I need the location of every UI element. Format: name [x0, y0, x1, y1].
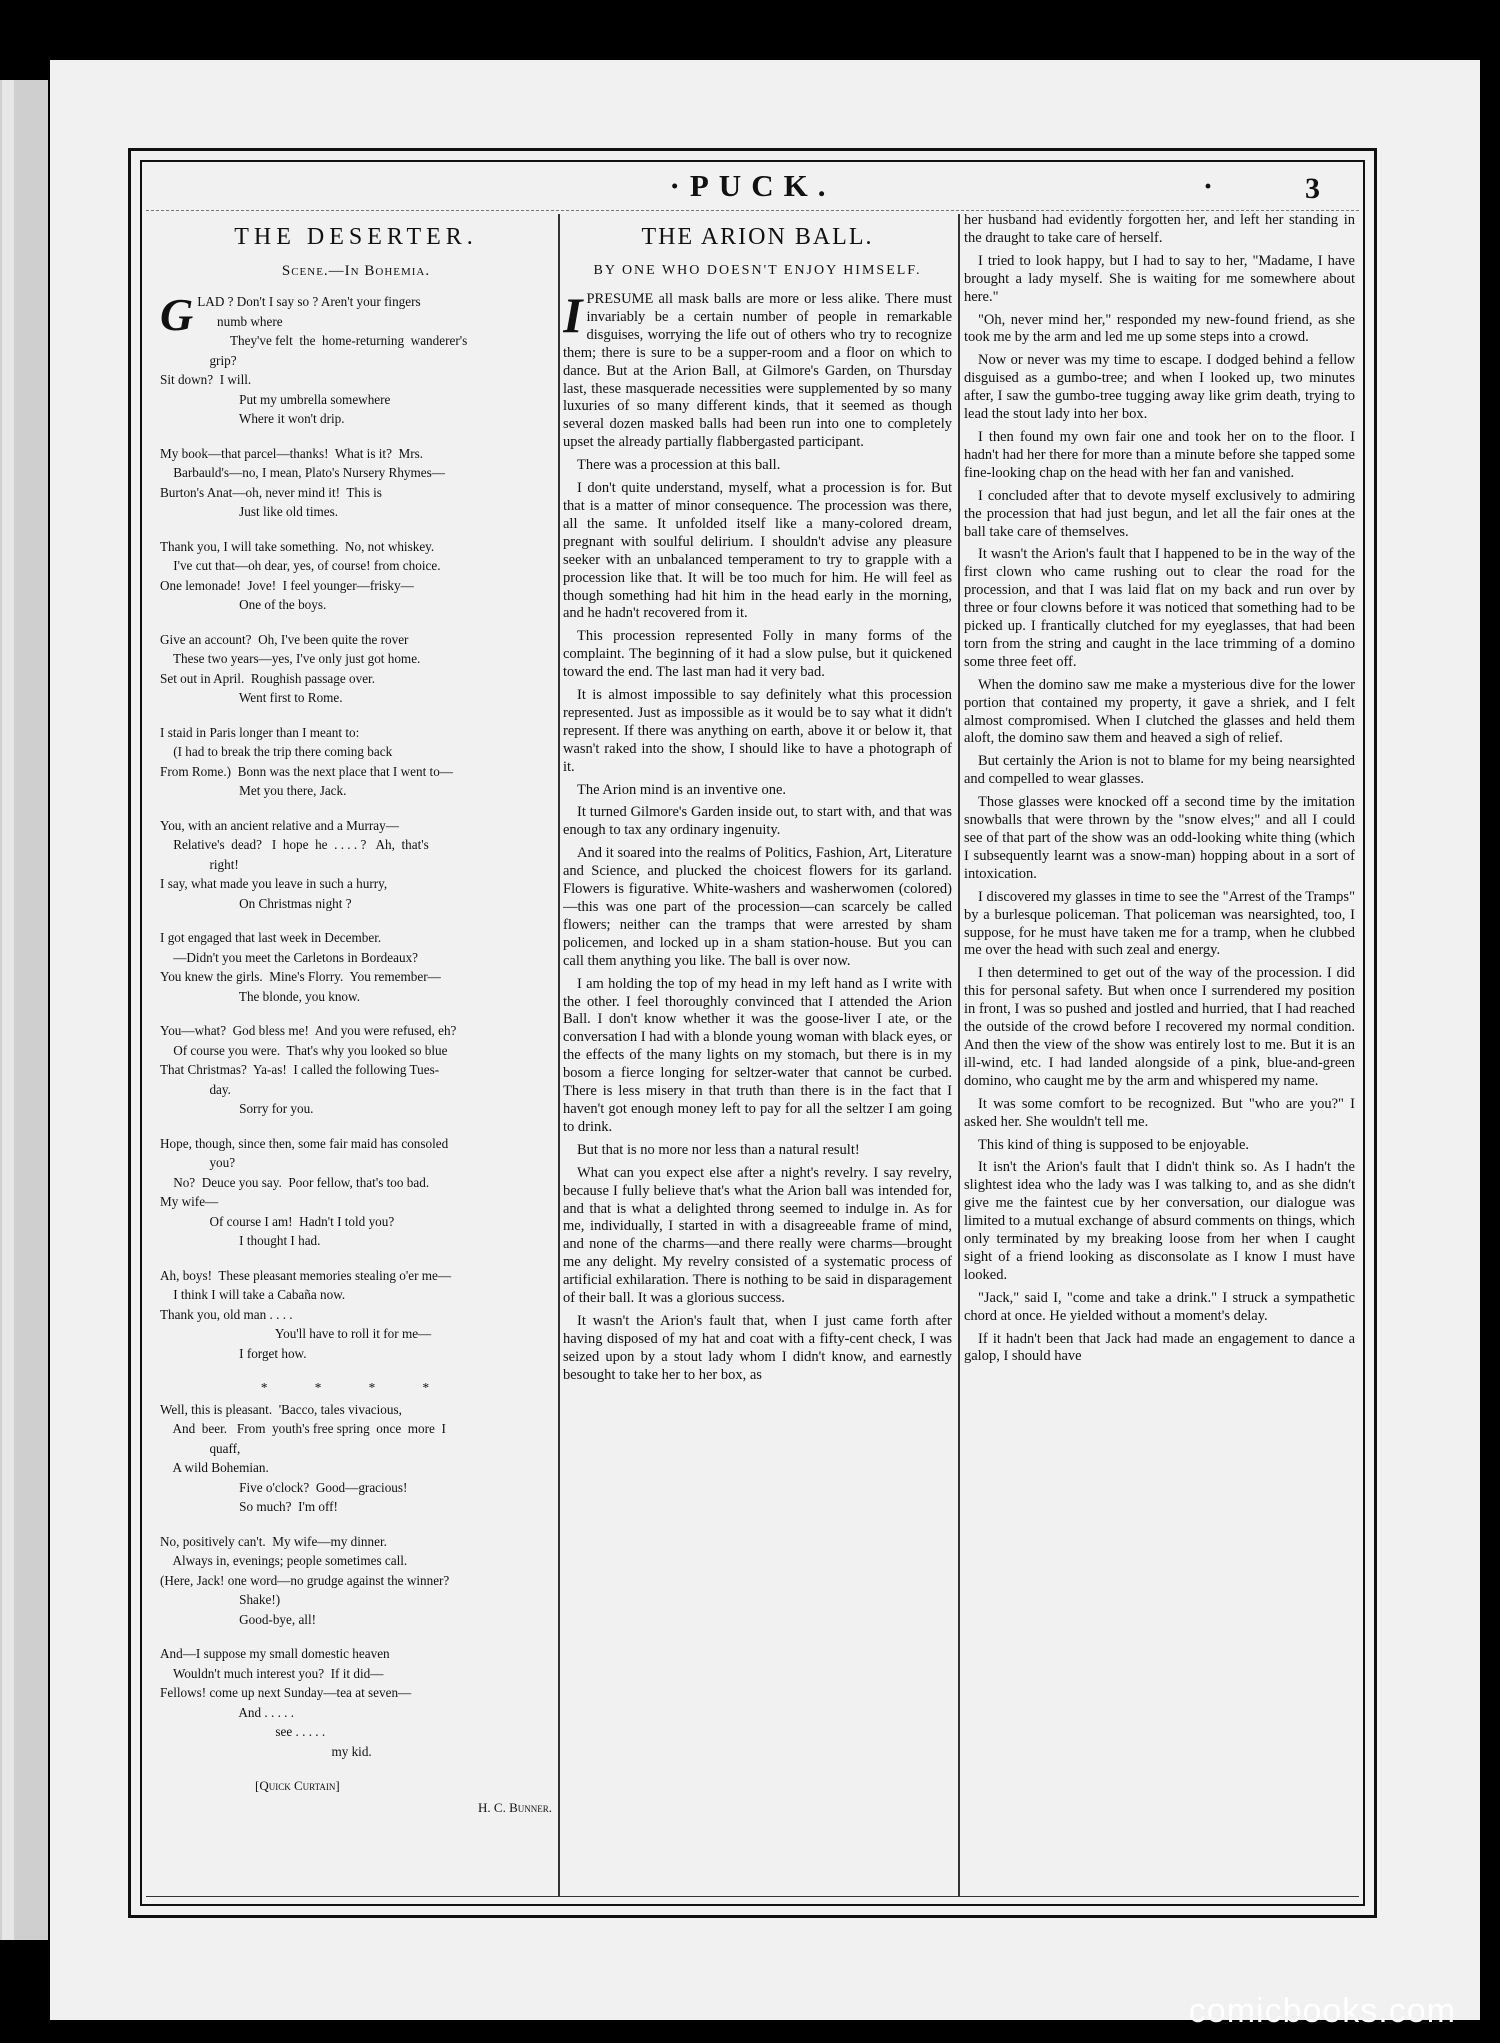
poem-line: And—I suppose my small domestic heaven — [160, 1646, 390, 1661]
stanza — [160, 312, 552, 429]
poem-line: You knew the girls. Mine's Florry. You remember— — [160, 969, 441, 984]
poem-line: So much? I'm off! — [160, 1499, 338, 1514]
deserter-poem — [160, 289, 552, 1817]
deserter-drop-cap: G — [160, 289, 194, 340]
paragraph: When the domino saw me make a mysterious dive for the lower portion that contained my property, it gave a shriek, and I felt almost compromised. When I clutched the glasses and held them aloft, the domino saw them and heaved a sigh of relief. — [964, 676, 1355, 747]
poem-line: Thank you, I will take something. No, not whiskey. — [160, 538, 435, 554]
paragraph: It is almost impossible to say definitely what this procession represented. Just as impossible as it would be to say what it didn't represent. If there was anything on earth, above it or below it, that wasn't raked into the show, I should like to have a photograph of it. — [563, 687, 952, 775]
deserter-first-line-text: LAD ? Don't I say so ? Aren't your fingers — [197, 294, 421, 309]
paragraph: It was some comfort to be recognized. But "who are you?" I asked her. She wouldn't tell me. — [964, 1095, 1355, 1130]
poem-line: Give an account? Oh, I've been quite the rover — [160, 631, 409, 647]
poem-line: On Christmas night ? — [160, 895, 352, 911]
poem-line: One of the boys. — [160, 597, 327, 612]
poem-line: my kid. — [160, 1743, 372, 1759]
poem-line: My wife— — [160, 1194, 219, 1209]
paragraph: I don't quite understand, myself, what a procession is for. But that is a matter of minor consequence. The procession was there, all the same. It unfolded itself like a many-colored dream, pregnant with soulful delirium. I shouldn't advise any pleasure seeker with an unbalanced temperament to try to grapple with a procession like that. It will be too much for him. He will feel as though something had hit him in the head early in the morning, and he hadn't recovered from it. — [563, 480, 952, 622]
poem-line: They've felt the home-returning wanderer's — [197, 333, 468, 348]
paragraph: But that is no more nor less than a natural result! — [577, 1141, 860, 1158]
masthead — [140, 168, 1365, 208]
poem-line: No, positively can't. My wife—my dinner. — [160, 1533, 387, 1549]
paragraph: It wasn't the Arion's fault that I happened to be in the way of the first clown who came rushing out to clear the road for the procession, and that I was laid flat on my back and run over by three or four clowns before it was noticed that something had to be picked up. I frantically clutched for my eyeglasses, that had been torn from the string and caught in the lace trimming of a domino some three feet off. — [964, 546, 1355, 670]
stanza — [160, 1134, 552, 1251]
poem-line: Burton's Anat—oh, never mind it! This is — [160, 484, 382, 500]
bottom-rule — [146, 1896, 1359, 1897]
poem-line: I've cut that—oh dear, yes, of course! from choice. — [160, 558, 441, 573]
poem-line: No? Deuce you say. Poor fellow, that's too bad. — [160, 1174, 430, 1190]
masthead-title: ·PUCK. — [669, 168, 836, 203]
paragraph: Those glasses were knocked off a second time by the imitation snowballs that were thrown by the "snow elves;" and all I could see of that part of the show was an odd-looking white thing (which I subsequently learnt was a snow-man) hopping about in a sort of intoxication. — [964, 794, 1355, 882]
poem-line: And . . . . . — [160, 1704, 295, 1720]
poem-line: Hope, though, since then, some fair maid has consoled — [160, 1135, 449, 1151]
poem-line: numb where — [197, 313, 283, 329]
poem-line: From Rome.) Bonn was the next place that I went to— — [160, 763, 453, 779]
paragraph: I concluded after that to devote myself exclusively to admiring the procession that had just begun, and let all the fair ones at the ball take care of themselves. — [964, 487, 1355, 540]
poem-line: (Here, Jack! one word—no grudge against the winner? — [160, 1572, 450, 1588]
paragraph: This kind of thing is supposed to be enjoyable. — [978, 1136, 1250, 1153]
paragraph: It wasn't the Arion's fault that, when I just came forth after having disposed of my hat and coat with a fifty-cent check, I was seized upon by a stout lady whom I didn't know, and earnestly besought to take her to her box, as — [563, 1312, 952, 1383]
paragraph: It isn't the Arion's fault that I didn't think so. As I hadn't the slightest idea who the lady was I was talking to, and as she didn't give me the faintest cue by her conversation, our dialogue was limited to a mutual exchange of absurd comments on things, which only terminated by my breaking loose from her when I caught sight of a friend looking as disconsolate as I know I must have looked. — [964, 1159, 1355, 1283]
stanza — [160, 444, 552, 522]
poem-line: You, with an ancient relative and a Murray— — [160, 817, 399, 833]
column-arion-1 — [563, 212, 952, 1902]
stanza — [160, 1266, 552, 1364]
poem-line: see . . . . . — [160, 1724, 326, 1739]
column-arion-2 — [964, 212, 1355, 1902]
poem-line: Five o'clock? Good—gracious! — [160, 1479, 408, 1495]
poem-line: The blonde, you know. — [160, 988, 360, 1004]
paragraph: And it soared into the realms of Politics, Fashion, Art, Literature and Science, and plucked the choicest flowers for its garland. Flowers is figurative. White-washers and washerwomen (colored)—this was one part of the procession—can scarcely be called flowers; neither can the tramps that were arrested by sham policemen, and locked up in a sham station-house. But you can call them anything you like. The ball is over now. — [563, 845, 952, 969]
arion-text-col2 — [563, 287, 952, 1385]
paragraph: I then found my own fair one and took her on to the floor. I hadn't had her there for more than a minute before she tapped some fine-looking chap on the head with her fan and vanished. — [964, 428, 1355, 481]
poem-line: Always in, evenings; people sometimes call. — [160, 1553, 408, 1568]
paragraph: The Arion mind is an inventive one. — [577, 781, 787, 798]
poem-line: Ah, boys! These pleasant memories stealing o'er me— — [160, 1267, 452, 1283]
section-break-stars: * * * * — [260, 1380, 452, 1395]
poem-line: Relative's dead? I hope he . . . . ? Ah, that's — [160, 837, 429, 852]
author-signature: H. C. Bunner. — [478, 1799, 552, 1815]
poem-line: Wouldn't much interest you? If it did— — [160, 1665, 384, 1681]
arion-text-col3 — [964, 212, 1355, 1366]
poem-line: Met you there, Jack. — [160, 783, 347, 798]
arion-title: THE ARION BALL. — [641, 224, 874, 250]
poem-line: —Didn't you meet the Carletons in Bordeaux? — [160, 949, 419, 965]
poem-line: Went first to Rome. — [160, 690, 343, 705]
paragraph: I discovered my glasses in time to see the "Arrest of the Tramps" by a burlesque policeman. That policeman was nearsighted, too, I suppose, for he must have taken me for a tramp, when he clubbed me over the head with such zeal and energy. — [964, 888, 1355, 959]
poem-line: quaff, — [160, 1440, 241, 1456]
poem-line: I forget how. — [160, 1345, 307, 1361]
poem-line: One lemonade! Jove! I feel younger—frisky— — [160, 577, 414, 593]
poem-line: Sorry for you. — [160, 1101, 314, 1116]
gutter-strip — [2, 80, 14, 1940]
paragraph: This procession represented Folly in many forms of the complaint. The beginning of it had a slow pulse, but it quickened toward the end. The last man had it very bad. — [563, 628, 952, 681]
paragraph: But certainly the Arion is not to blame for my being nearsighted and compelled to wear glasses. — [964, 753, 1355, 788]
arion-col3-continued: her husband had evidently forgotten her, and left her standing in the draught to take care of herself. — [964, 212, 1355, 246]
masthead-dot: · — [1203, 170, 1214, 203]
poem-line: My book—that parcel—thanks! What is it? Mrs. — [160, 445, 424, 461]
poem-line: Sit down? I will. — [160, 372, 252, 387]
stanza — [160, 928, 552, 1006]
paragraph-text: PRESUME all mask balls are more or less alike. There must invariably be a certain number of people in remarkable disguises, worrying the life out of others who try to recognize them; there is sure to be a supper-room and a floor on which to dance. But at the Arion Ball, at Gilmore's Garden, on Thursday last, these masquerade necessities were supplemented by so many luxuries of so many different kinds, that it seemed as though several dozen masked balls had been run into one to completely upset the already partially flabbergasted participant. — [563, 291, 952, 451]
stanza — [160, 1644, 552, 1761]
poem-line: grip? — [160, 352, 237, 368]
poem-line: Put my umbrella somewhere — [160, 391, 391, 407]
paragraph: I tried to look happy, but I had to say to her, "Madame, I have brought a lady myself. She is waiting for me somewhere about here." — [964, 252, 1355, 305]
stanza — [160, 1400, 552, 1517]
poem-line: Good-bye, all! — [160, 1611, 317, 1627]
poem-line: These two years—yes, I've only just got home. — [160, 651, 421, 666]
stanza — [160, 630, 552, 708]
paragraph: Now or never was my time to escape. I dodged behind a fellow disguised as a gumbo-tree; and when I looked up, two minutes after, I saw the gumbo-tree tugging away like grim death, trying to lead the stout lady into her box. — [964, 352, 1355, 423]
paragraph: What can you expect else after a night's revelry. I say revelry, because I fully believe that's what the Arion ball was intended for, and that is what a delighted throng seemed to indulge in. As for me, individually, I started in with a disagreeable frame of mind, and none of the charms—and there really were charms—brought me any delight. My revelry consisted of a systematic process of artificial exhilaration. There is nothing to be said in disparagement of their ball. It was a glorious success. — [563, 1164, 952, 1307]
stanza — [160, 723, 552, 801]
paragraph: I am holding the top of my head in my left hand as I write with the other. I feel thoroughly convinced that I attended the Arion Ball. I don't know whether it was the goose-liver I ate, or the conversation I had with a blonde young woman with black eyes, or the effects of the many lights on my stomach, but there is in my bosom a fierce longing for seltzer-water that cannot be curbed. There is less misery in that truth than there is in the fact that I haven't got enough money left to pay for all the seltzer I am going to drink. — [563, 975, 952, 1135]
paragraph: There was a procession at this ball. — [577, 457, 781, 474]
masthead-rule — [146, 210, 1359, 211]
poem-line: day. — [160, 1081, 231, 1097]
poem-line: Well, this is pleasant. 'Bacco, tales vivacious, — [160, 1401, 402, 1417]
deserter-scene: Scene.—In Bohemia. — [281, 263, 431, 279]
poem-line: You—what? God bless me! And you were refused, eh? — [160, 1023, 457, 1038]
poem-line: A wild Bohemian. — [160, 1460, 269, 1475]
stage-direction: [Quick Curtain] — [255, 1778, 340, 1793]
stanza — [160, 816, 552, 914]
poem-line: right! — [160, 856, 239, 872]
arion-byline: BY ONE WHO DOESN'T ENJOY HIMSELF. — [593, 263, 922, 278]
poem-line: Just like old times. — [160, 504, 339, 519]
page-number: 3 — [1305, 172, 1320, 205]
stanza — [160, 1021, 552, 1119]
poem-line: I got engaged that last week in December. — [160, 930, 382, 945]
poem-line: Where it won't drip. — [160, 411, 345, 426]
stanza — [160, 1532, 552, 1630]
poem-line: I staid in Paris longer than I meant to: — [160, 724, 360, 740]
deserter-stanzas — [160, 312, 552, 1364]
arion-drop-cap: I — [563, 287, 583, 343]
paragraph: I then determined to get out of the way of the procession. I did this for personal safety. But when once I surrendered my position in front, I was so pushed and jostled and hurried, that I had reached the outside of the crowd before I recovered my normal condition. And then the view of the show was entirely lost to me. But it is an ill-wind, etc. I had landed alongside of a pink, blue-and-green domino, who caught me by the arm and whispered my name. — [964, 965, 1355, 1089]
watermark: comicbooks.com — [1188, 1992, 1456, 2030]
poem-line: Shake!) — [160, 1592, 281, 1607]
poem-line: That Christmas? Ya-as! I called the following Tues- — [160, 1062, 440, 1077]
poem-line: (I had to break the trip there coming back — [160, 744, 393, 759]
poem-line: Set out in April. Roughish passage over. — [160, 670, 376, 686]
column-divider-1 — [558, 214, 560, 1896]
poem-line: Of course I am! Hadn't I told you? — [160, 1213, 395, 1229]
column-divider-2 — [958, 214, 960, 1896]
poem-line: And beer. From youth's free spring once more I — [160, 1421, 446, 1436]
paragraph — [563, 287, 952, 452]
poem-line: Thank you, old man . . . . — [160, 1306, 293, 1322]
paragraph: If it hadn't been that Jack had made an engagement to dance a galop, I should have — [964, 1330, 1355, 1365]
poem-line: you? — [160, 1155, 236, 1170]
stanza — [160, 537, 552, 615]
poem-line: Barbauld's—no, I mean, Plato's Nursery Rhymes— — [160, 465, 445, 480]
poem-line: I thought I had. — [160, 1233, 321, 1248]
poem-line: I think I will take a Cabaña now. — [160, 1287, 346, 1302]
poem-line: You'll have to roll it for me— — [160, 1326, 432, 1341]
column-deserter — [160, 212, 552, 1902]
paragraph: "Oh, never mind her," responded my new-found friend, as she took me by the arm and led me up some steps into a crowd. — [964, 311, 1355, 346]
poem-line: Fellows! come up next Sunday—tea at seven— — [160, 1685, 412, 1700]
poem-line: I say, what made you leave in such a hurry, — [160, 876, 388, 891]
book-gutter — [0, 80, 48, 1940]
paragraph: "Jack," said I, "come and take a drink." I struck a sympathetic chord at once. He yielded without a moment's delay. — [964, 1289, 1355, 1324]
paragraph: It turned Gilmore's Garden inside out, to start with, and that was enough to tax any ordinary ingenuity. — [563, 804, 952, 839]
poem-line: Of course you were. That's why you looked so blue — [160, 1042, 448, 1058]
deserter-stanzas-end — [160, 1400, 552, 1762]
deserter-title: THE DESERTER. — [234, 224, 478, 250]
